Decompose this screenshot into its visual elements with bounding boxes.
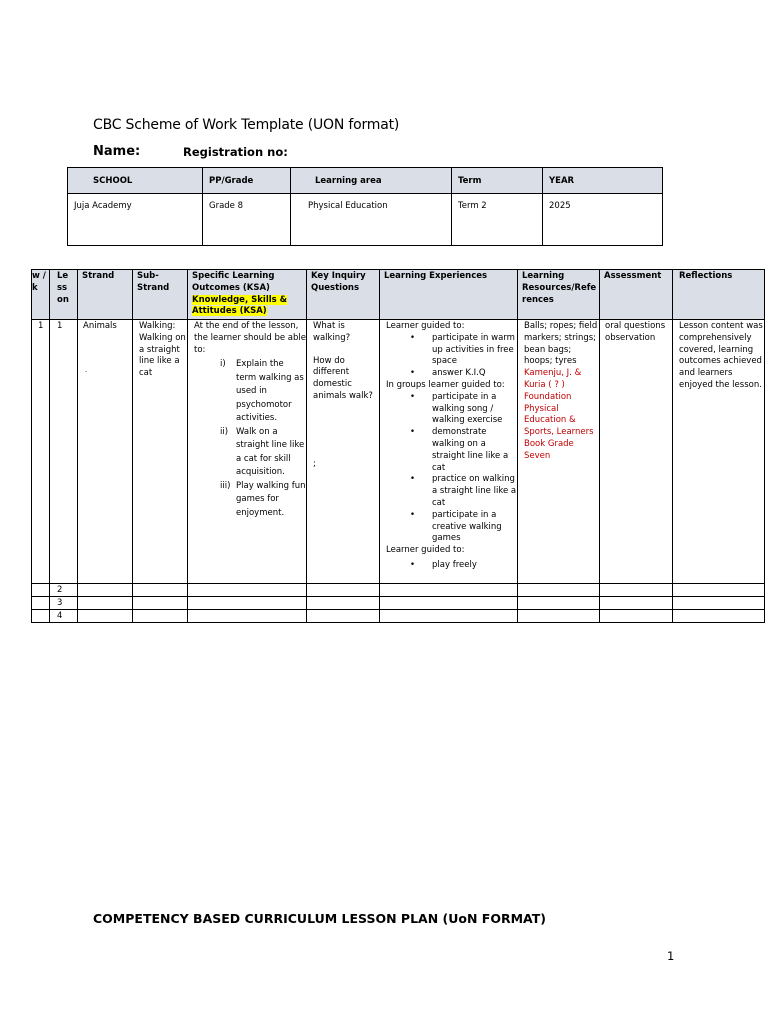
cell-lesson: 2 — [50, 584, 78, 597]
header-assessment: Assessment — [600, 270, 673, 320]
experiences-list-3 — [386, 560, 517, 572]
list-item: • participate in a creative walking games — [410, 509, 502, 544]
table-row — [32, 320, 765, 584]
value-school: Juja Academy — [68, 194, 203, 246]
value-learning-area: Physical Education — [291, 194, 452, 246]
list-item: iii) Play walking fun games for enjoyment. — [220, 480, 306, 518]
cell-sub-strand: Walking: Walking on a straight line like a cat — [133, 320, 188, 584]
value-grade: Grade 8 — [203, 194, 291, 246]
scheme-header-row — [32, 270, 765, 320]
list-item: ii) Walk on a straight line like a cat for skill acquisition. — [220, 426, 305, 478]
name-label: Name: — [93, 144, 141, 159]
cell-week: 1 — [32, 320, 50, 584]
page-number: 1 — [667, 949, 675, 963]
header-week: w / k — [32, 270, 50, 320]
ksa-highlight: Knowledge, Skills & Attitudes (KSA) — [192, 294, 288, 317]
cell-learning-resources: Balls; ropes; field markers; strings; bean bags; hoops; tyres Kamenju, J. & Kuria ( ? ) Foundation Physical Education & Sports, Learners Book Grade Seven — [518, 320, 600, 584]
header-lesson: Le ss on — [50, 270, 78, 320]
header-cell-year: YEAR — [543, 168, 663, 194]
table-row — [32, 597, 765, 610]
experiences-list-1 — [386, 333, 517, 380]
header-key-inquiry-questions: Key Inquiry Questions — [307, 270, 380, 320]
value-year: 2025 — [543, 194, 663, 246]
cell-reflections: Lesson content was comprehensively covered, learning outcomes achieved and learners enjoyed the lesson. — [673, 320, 765, 584]
cell-lesson: 1 — [50, 320, 78, 584]
header-sub-strand: Sub-Strand — [133, 270, 188, 320]
table-row — [32, 584, 765, 597]
list-item: • practice on walking a straight line like a cat — [410, 474, 517, 508]
header-specific-learning-outcomes: Specific Learning Outcomes (KSA) Knowledge, Skills & Attitudes (KSA) — [188, 270, 307, 320]
value-term: Term 2 — [452, 194, 543, 246]
header-cell-learning-area: Learning area — [291, 168, 452, 194]
header-cell-grade: PP/Grade — [203, 168, 291, 194]
outcomes-list — [194, 358, 306, 520]
school-info-table — [67, 167, 663, 246]
cell-strand: Animals . — [78, 320, 133, 584]
lesson-plan-title: COMPETENCY BASED CURRICULUM LESSON PLAN (UoN FORMAT) — [93, 911, 546, 926]
header-learning-resources: Learning Resources/Refe rences — [518, 270, 600, 320]
header-cell-school: SCHOOL — [68, 168, 203, 194]
scheme-of-work-table — [31, 269, 765, 623]
list-item: i) Explain the term walking as used in psychomotor activities. — [220, 359, 304, 424]
document-title: CBC Scheme of Work Template (UON format) — [93, 117, 400, 133]
experiences-list-2 — [386, 392, 517, 545]
cell-lesson: 4 — [50, 610, 78, 623]
list-item: • answer K.I.Q — [410, 368, 486, 379]
list-item: • play freely — [410, 559, 477, 570]
table-row — [32, 610, 765, 623]
cell-lesson: 3 — [50, 597, 78, 610]
school-table-header-row — [68, 168, 663, 194]
header-reflections: Reflections — [673, 270, 765, 320]
cell-key-inquiry-questions: What is walking? How do different domestic animals walk? ; — [307, 320, 380, 584]
header-strand: Strand — [78, 270, 133, 320]
registration-label: Registration no: — [183, 145, 288, 159]
header-cell-term: Term — [452, 168, 543, 194]
header-learning-experiences: Learning Experiences — [380, 270, 518, 320]
list-item: • participate in a walking song / walking exercise — [410, 391, 503, 426]
cell-assessment: oral questions observation — [600, 320, 673, 584]
list-item: • demonstrate walking on a straight line like a cat — [410, 427, 509, 473]
list-item: • participate in warm up activities in free space — [410, 332, 515, 367]
reference-text: Kamenju, J. & Kuria ( ? ) Foundation Physical Education & Sports, Learners Book Grade Seven — [524, 368, 594, 461]
school-table-value-row — [68, 194, 663, 246]
cell-learning-experiences: Learner guided to: • participate in warm up activities in free space • answer K.I.Q In groups learner guided to: • participate in a walking song / walking exercise • demonstrate walking on a straight line like a cat • practice on walking a straight line like a cat • participate in a creative walking games Learner guided to: • play freely — [380, 320, 518, 584]
cell-specific-learning-outcomes: At the end of the lesson, the learner should be able to: i) Explain the term walking as used in psychomotor activities. ii) Walk on a straight line like a cat for skill acquisition. iii) Play walking fun games for enjoyment. — [188, 320, 307, 584]
